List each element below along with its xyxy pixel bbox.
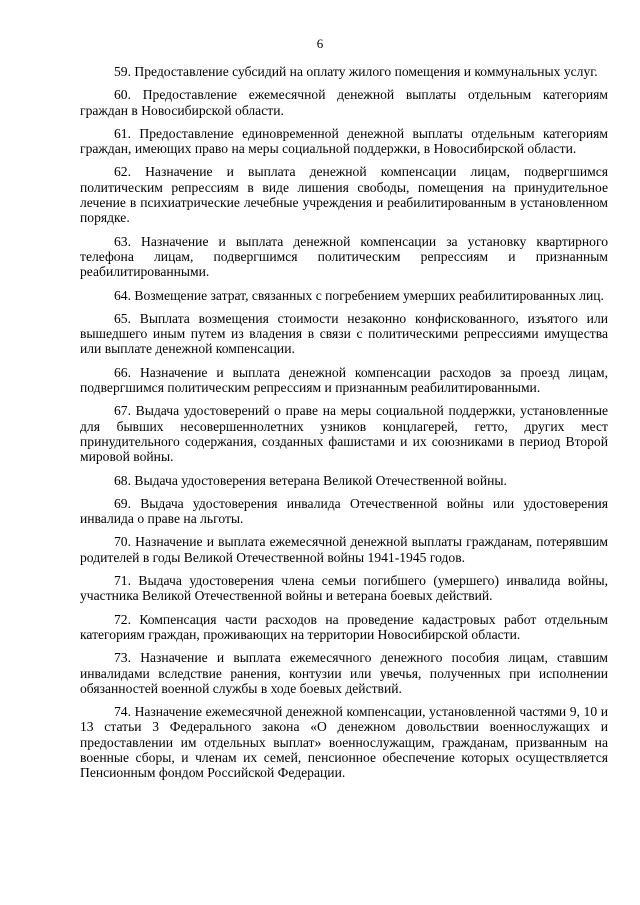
list-item-74: 74. Назначение ежемесячной денежной компенсации, установленной частями 9, 10 и 13 статьи 3 Федерального закона «О денежном довольствии военнослужащих и предоставлении им отдельных выплат» военнослужащим, гражданам, призванным на военные сборы, и членам их семей, пенсионное обеспечение которых осуществляется Пенсионным фондом Российской Федерации. bbox=[80, 704, 608, 781]
page-number: 6 bbox=[316, 36, 324, 51]
list-item-62: 62. Назначение и выплата денежной компенсации лицам, подвергшимся политическим репрессиям в виде лишения свободы, помещения на принудительное лечение в психиатрические лечебные учреждения и реабилитированным в установленном порядке. bbox=[80, 164, 608, 226]
list-item-66: 66. Назначение и выплата денежной компенсации расходов за проезд лицам, подвергшимся политическим репрессиям и признанным реабилитированными. bbox=[80, 364, 608, 396]
list-item-61: 61. Предоставление единовременной денежной выплаты отдельным категориям граждан, имеющих право на меры социальной поддержки, в Новосибирской области. bbox=[80, 125, 608, 157]
list-item-68: 68. Выдача удостоверения ветерана Великой Отечественной войны. bbox=[114, 472, 507, 488]
document-body bbox=[80, 64, 608, 789]
list-item-59: 59. Предоставление субсидий на оплату жилого помещения и коммунальных услуг. bbox=[114, 64, 598, 79]
list-item-72: 72. Компенсация части расходов на проведение кадастровых работ отдельным категориям граждан, проживающих на территории Новосибирской области. bbox=[80, 611, 608, 642]
list-item-73: 73. Назначение и выплата ежемесячного денежного пособия лицам, ставшим инвалидами вследствие ранения, контузии или увечья, полученных при исполнении обязанностей военной службы в ходе боевых действий. bbox=[80, 650, 608, 696]
list-item-71: 71. Выдача удостоверения члена семьи погибшего (умершего) инвалида войны, участника Великой Отечественной войны и ветерана боевых действий. bbox=[80, 573, 608, 604]
list-item-67: 67. Выдача удостоверений о праве на меры социальной поддержки, установленные для бывших несовершеннолетних узников концлагерей, гетто, других мест принудительного содержания, созданных фашистами и их союзниками в период Второй мировой войны. bbox=[80, 403, 608, 465]
list-item-65: 65. Выплата возмещения стоимости незаконно конфискованного, изъятого или вышедшего иным путем из владения в связи с политическими репрессиями имущества или выплате денежной компенсации. bbox=[80, 310, 608, 357]
list-item-60: 60. Предоставление ежемесячной денежной выплаты отдельным категориям граждан в Новосибирской области. bbox=[80, 87, 608, 118]
list-item-63: 63. Назначение и выплата денежной компенсации за установку квартирного телефона лицам, подвергшимся политическим репрессиям и признанным реабилитированными. bbox=[80, 233, 608, 280]
list-item-70: 70. Назначение и выплата ежемесячной денежной выплаты гражданам, потерявшим родителей в годы Великой Отечественной войны 1941-1945 годов. bbox=[80, 534, 608, 565]
list-item-69: 69. Выдача удостоверения инвалида Отечественной войны или удостоверения инвалида о праве на льготы. bbox=[80, 495, 608, 527]
list-item-64: 64. Возмещение затрат, связанных с погребением умерших реабилитированных лиц. bbox=[114, 287, 604, 303]
